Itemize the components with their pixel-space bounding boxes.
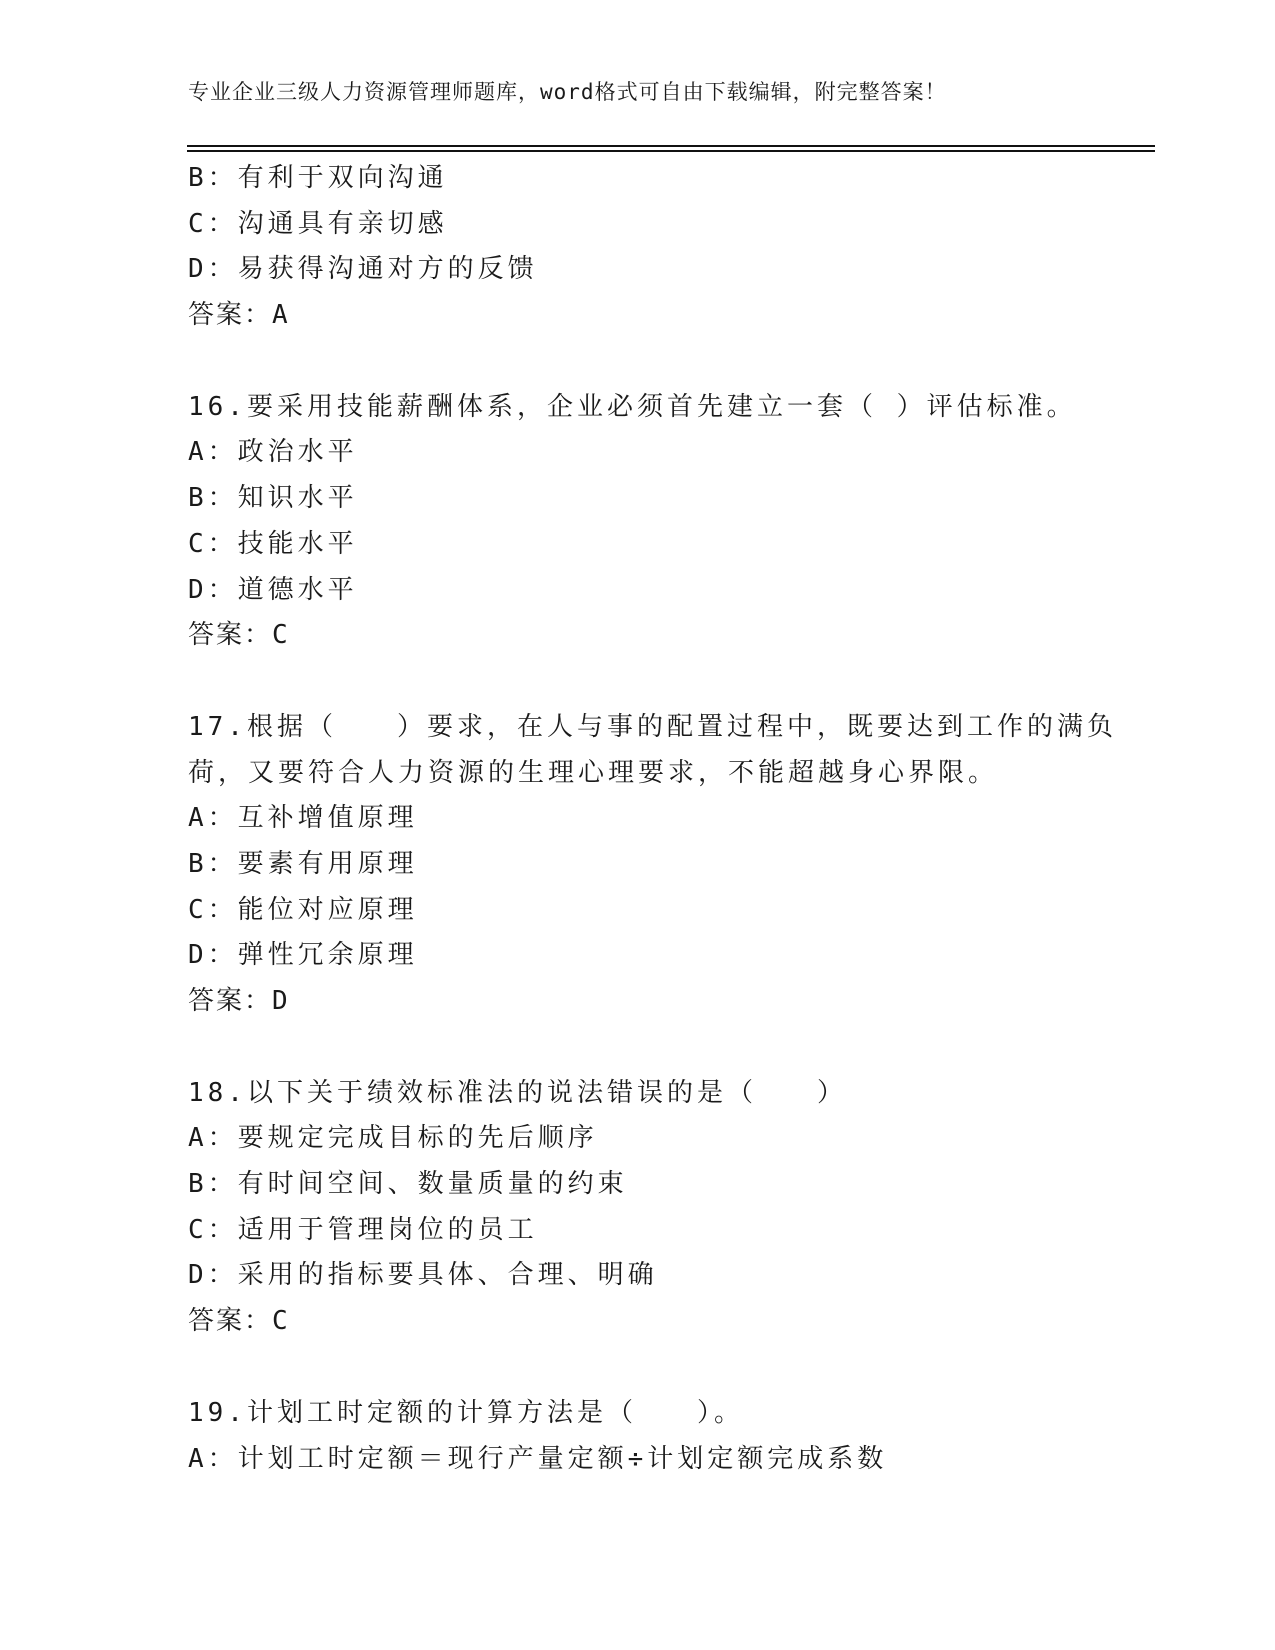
answer-text: 答案：C — [188, 1306, 290, 1337]
question-stem: 19.计划工时定额的计算方法是（ ）。 — [188, 1397, 744, 1428]
option-a: A：互补增值原理 — [188, 803, 418, 834]
question-content — [188, 156, 1117, 1482]
option-b: B：知识水平 — [188, 483, 358, 514]
question-block-16 — [188, 385, 1088, 659]
option-a: A：政治水平 — [188, 437, 358, 468]
spacer — [188, 1025, 1088, 1071]
option-c: C：技能水平 — [188, 528, 358, 559]
answer-text: 答案：A — [188, 300, 290, 331]
option-d: D：易获得沟通对方的反馈 — [188, 254, 538, 285]
spacer — [188, 339, 1088, 385]
question-stem: 18.以下关于绩效标准法的说法错误的是（ ） — [188, 1077, 847, 1108]
option-c: C：能位对应原理 — [188, 894, 418, 925]
spacer — [188, 1345, 1088, 1391]
question-stem-line-1: 17.根据（ ）要求，在人与事的配置过程中，既要达到工作的满负 — [188, 711, 1117, 742]
option-a: A：计划工时定额＝现行产量定额÷计划定额完成系数 — [188, 1443, 888, 1474]
option-b: B：有时间空间、数量质量的约束 — [188, 1169, 628, 1200]
question-block-15 — [188, 156, 1088, 339]
option-d: D：道德水平 — [188, 574, 358, 605]
question-block-19 — [188, 1391, 1088, 1482]
question-block-18 — [188, 1071, 1088, 1345]
question-block-17 — [188, 705, 1117, 1025]
page-header: 专业企业三级人力资源管理师题库，word格式可自由下载编辑，附完整答案！ — [188, 80, 947, 104]
spacer — [188, 659, 1088, 705]
option-d: D：采用的指标要具体、合理、明确 — [188, 1260, 658, 1291]
answer-text: 答案：C — [188, 620, 290, 651]
answer-text: 答案：D — [188, 986, 290, 1016]
question-stem: 16.要采用技能薪酬体系，企业必须首先建立一套（ ）评估标准。 — [188, 391, 1077, 422]
option-b: B：要素有用原理 — [188, 848, 418, 879]
option-d: D：弹性冗余原理 — [188, 940, 418, 971]
header-rule-bottom — [187, 150, 1155, 152]
option-c: C：沟通具有亲切感 — [188, 208, 448, 239]
option-c: C：适用于管理岗位的员工 — [188, 1214, 538, 1245]
header-rule-top — [187, 145, 1155, 147]
option-b: B：有利于双向沟通 — [188, 163, 448, 193]
option-a: A：要规定完成目标的先后顺序 — [188, 1123, 598, 1154]
question-stem-line-2: 荷，又要符合人力资源的生理心理要求，不能超越身心界限。 — [188, 757, 999, 788]
